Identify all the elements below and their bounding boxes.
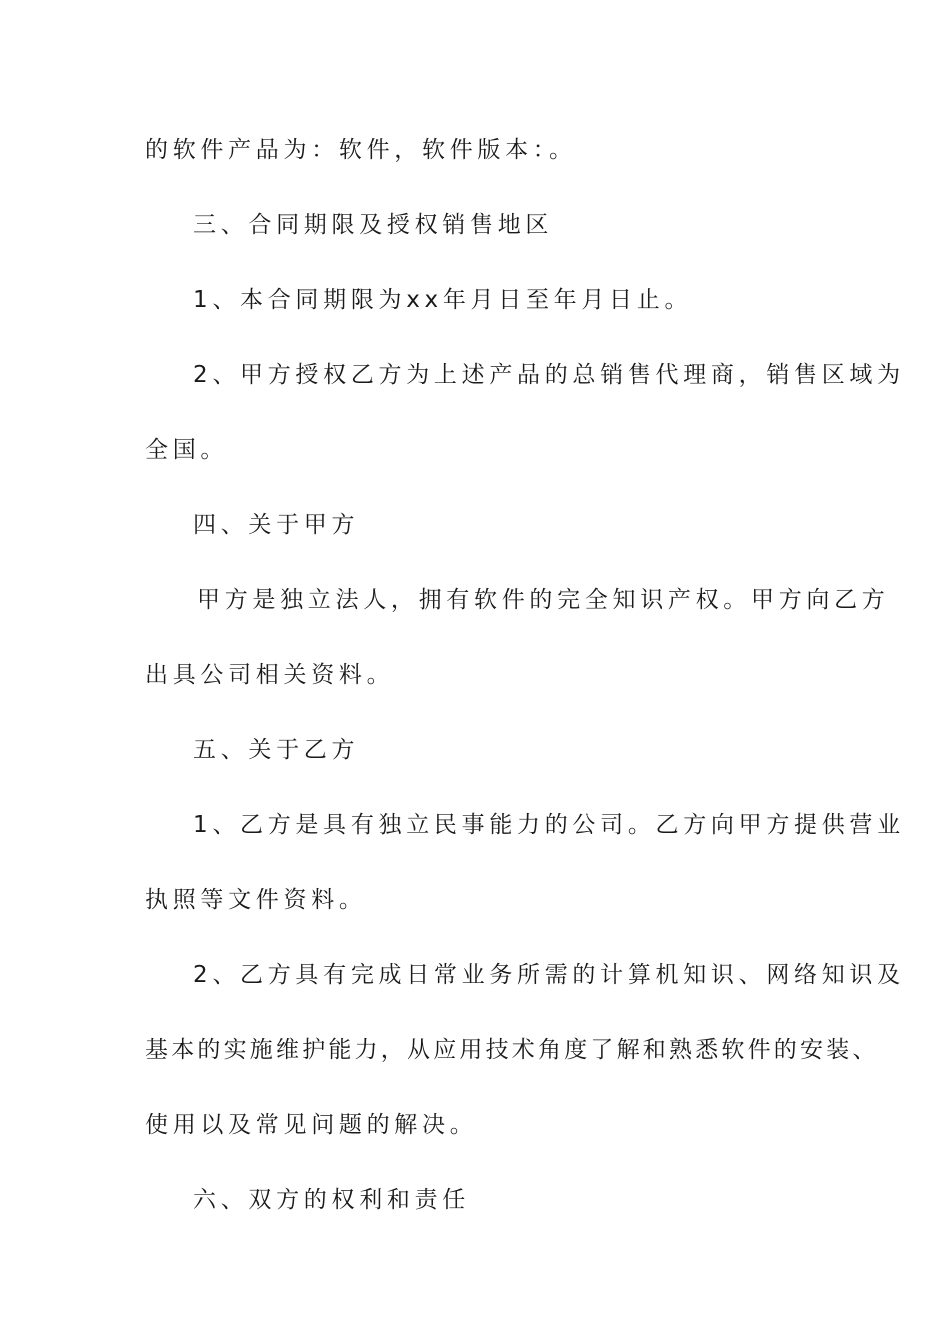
section-heading-5: 五、关于乙方 xyxy=(193,737,360,763)
text-line-1: 的软件产品为：软件，软件版本：。 xyxy=(145,137,577,163)
section-heading-3: 三、合同期限及授权销售地区 xyxy=(193,212,554,238)
clause-5-1-cont: 执照等文件资料。 xyxy=(145,887,367,913)
clause-3-2-cont: 全国。 xyxy=(145,437,229,463)
clause-5-1: 1、乙方是具有独立民事能力的公司。乙方向甲方提供营业 xyxy=(193,812,905,838)
clause-5-2: 2、乙方具有完成日常业务所需的计算机知识、网络知识及 xyxy=(193,962,905,988)
clause-3-2: 2、甲方授权乙方为上述产品的总销售代理商，销售区域为 xyxy=(193,362,905,388)
section-4-text-cont: 出具公司相关资料。 xyxy=(145,662,395,688)
clause-3-1: 1、本合同期限为xx年月日至年月日止。 xyxy=(193,287,693,313)
clause-5-2-cont: 基本的实施维护能力，从应用技术角度了解和熟悉软件的安装、 xyxy=(145,1037,879,1063)
section-4-text: 甲方是独立法人，拥有软件的完全知识产权。甲方向乙方 xyxy=(197,587,890,613)
clause-5-2-end: 使用以及常见问题的解决。 xyxy=(145,1112,478,1138)
section-heading-4: 四、关于甲方 xyxy=(193,512,360,538)
section-heading-6: 六、双方的权利和责任 xyxy=(193,1187,470,1213)
